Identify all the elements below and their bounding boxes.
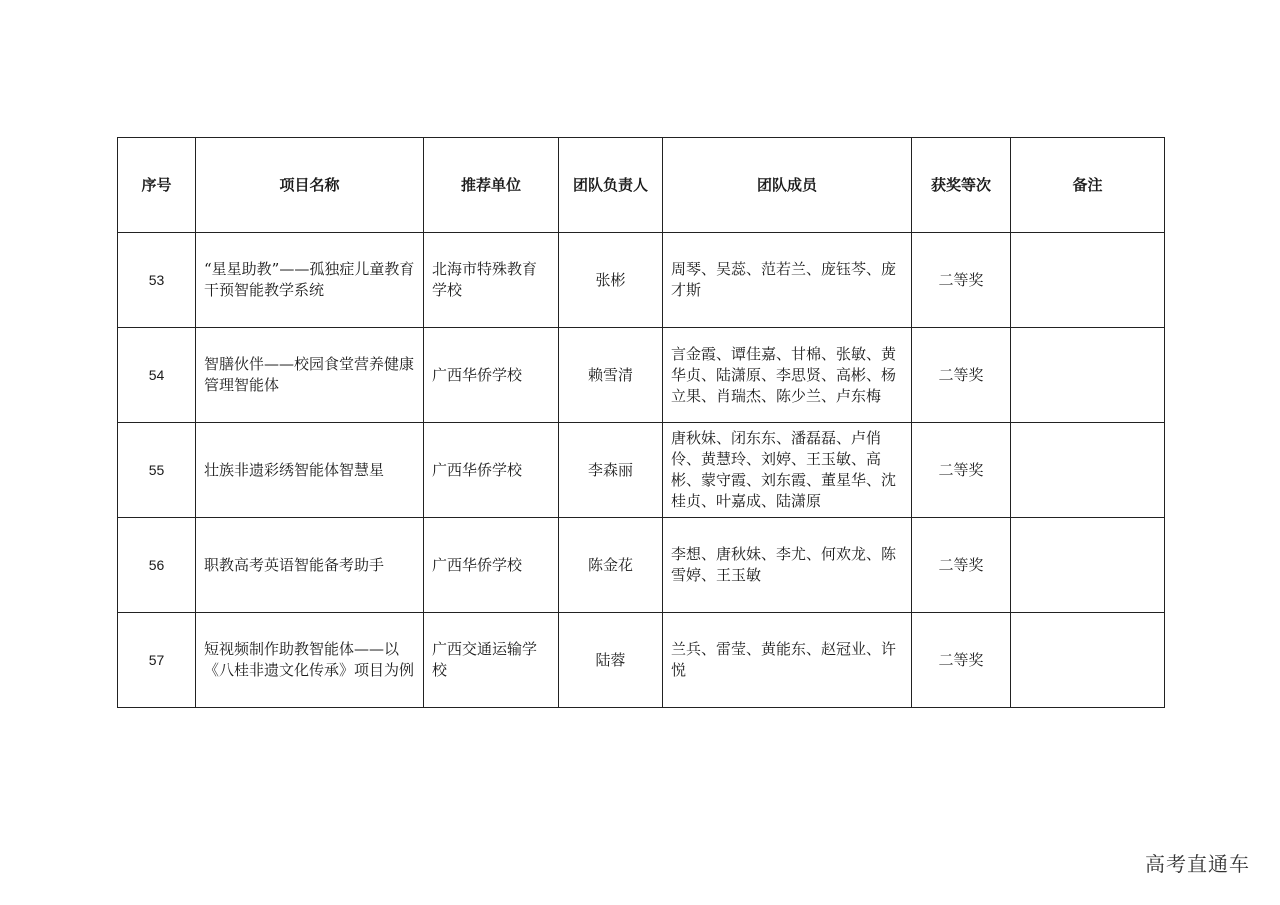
source-watermark: 高考直通车 — [1145, 852, 1250, 876]
cell-team-leader: 张彬 — [559, 233, 663, 328]
award-table — [117, 137, 1165, 708]
header-remarks: 备注 — [1011, 138, 1165, 233]
cell-recommending-unit: 广西华侨学校 — [424, 518, 559, 613]
cell-award-level: 二等奖 — [912, 328, 1011, 423]
cell-team-members: 李想、唐秋妹、李尤、何欢龙、陈雪婷、王玉敏 — [663, 518, 912, 613]
header-serial-number: 序号 — [118, 138, 196, 233]
cell-award-level: 二等奖 — [912, 613, 1011, 708]
table-header-row — [118, 138, 1165, 233]
cell-award-level: 二等奖 — [912, 233, 1011, 328]
header-team-members: 团队成员 — [663, 138, 912, 233]
cell-serial-number: 57 — [118, 613, 196, 708]
cell-team-leader: 赖雪清 — [559, 328, 663, 423]
table-row — [118, 328, 1165, 423]
cell-recommending-unit: 广西华侨学校 — [424, 328, 559, 423]
cell-award-level: 二等奖 — [912, 423, 1011, 518]
cell-remarks — [1011, 423, 1165, 518]
cell-remarks — [1011, 518, 1165, 613]
header-team-leader: 团队负责人 — [559, 138, 663, 233]
cell-remarks — [1011, 328, 1165, 423]
cell-serial-number: 56 — [118, 518, 196, 613]
cell-team-leader: 李森丽 — [559, 423, 663, 518]
cell-team-leader: 陆蓉 — [559, 613, 663, 708]
cell-serial-number: 55 — [118, 423, 196, 518]
cell-team-members: 唐秋妹、闭东东、潘磊磊、卢俏伶、黄慧玲、刘婷、王玉敏、高彬、蒙守霞、刘东霞、董星华、沈桂贞、叶嘉成、陆潇原 — [663, 423, 912, 518]
header-recommending-unit: 推荐单位 — [424, 138, 559, 233]
cell-recommending-unit: 广西华侨学校 — [424, 423, 559, 518]
cell-serial-number: 53 — [118, 233, 196, 328]
cell-project-name: 智膳伙伴——校园食堂营养健康管理智能体 — [196, 328, 424, 423]
header-award-level: 获奖等次 — [912, 138, 1011, 233]
cell-team-members: 言金霞、谭佳嘉、甘棉、张敏、黄华贞、陆潇原、李思贤、高彬、杨立果、肖瑞杰、陈少兰、卢东梅 — [663, 328, 912, 423]
header-project-name: 项目名称 — [196, 138, 424, 233]
cell-recommending-unit: 北海市特殊教育学校 — [424, 233, 559, 328]
cell-remarks — [1011, 233, 1165, 328]
cell-project-name: 壮族非遗彩绣智能体智慧星 — [196, 423, 424, 518]
cell-team-members: 兰兵、雷莹、黄能东、赵冠业、许悦 — [663, 613, 912, 708]
cell-recommending-unit: 广西交通运输学校 — [424, 613, 559, 708]
table-row — [118, 233, 1165, 328]
cell-project-name: 职教高考英语智能备考助手 — [196, 518, 424, 613]
cell-project-name: 短视频制作助教智能体——以《八桂非遗文化传承》项目为例 — [196, 613, 424, 708]
cell-project-name: “星星助教”——孤独症儿童教育干预智能教学系统 — [196, 233, 424, 328]
award-list-document — [117, 137, 1164, 708]
table-row — [118, 518, 1165, 613]
cell-serial-number: 54 — [118, 328, 196, 423]
table-row — [118, 613, 1165, 708]
cell-remarks — [1011, 613, 1165, 708]
cell-team-leader: 陈金花 — [559, 518, 663, 613]
cell-award-level: 二等奖 — [912, 518, 1011, 613]
table-row — [118, 423, 1165, 518]
cell-team-members: 周琴、吴蕊、范若兰、庞钰芩、庞才斯 — [663, 233, 912, 328]
